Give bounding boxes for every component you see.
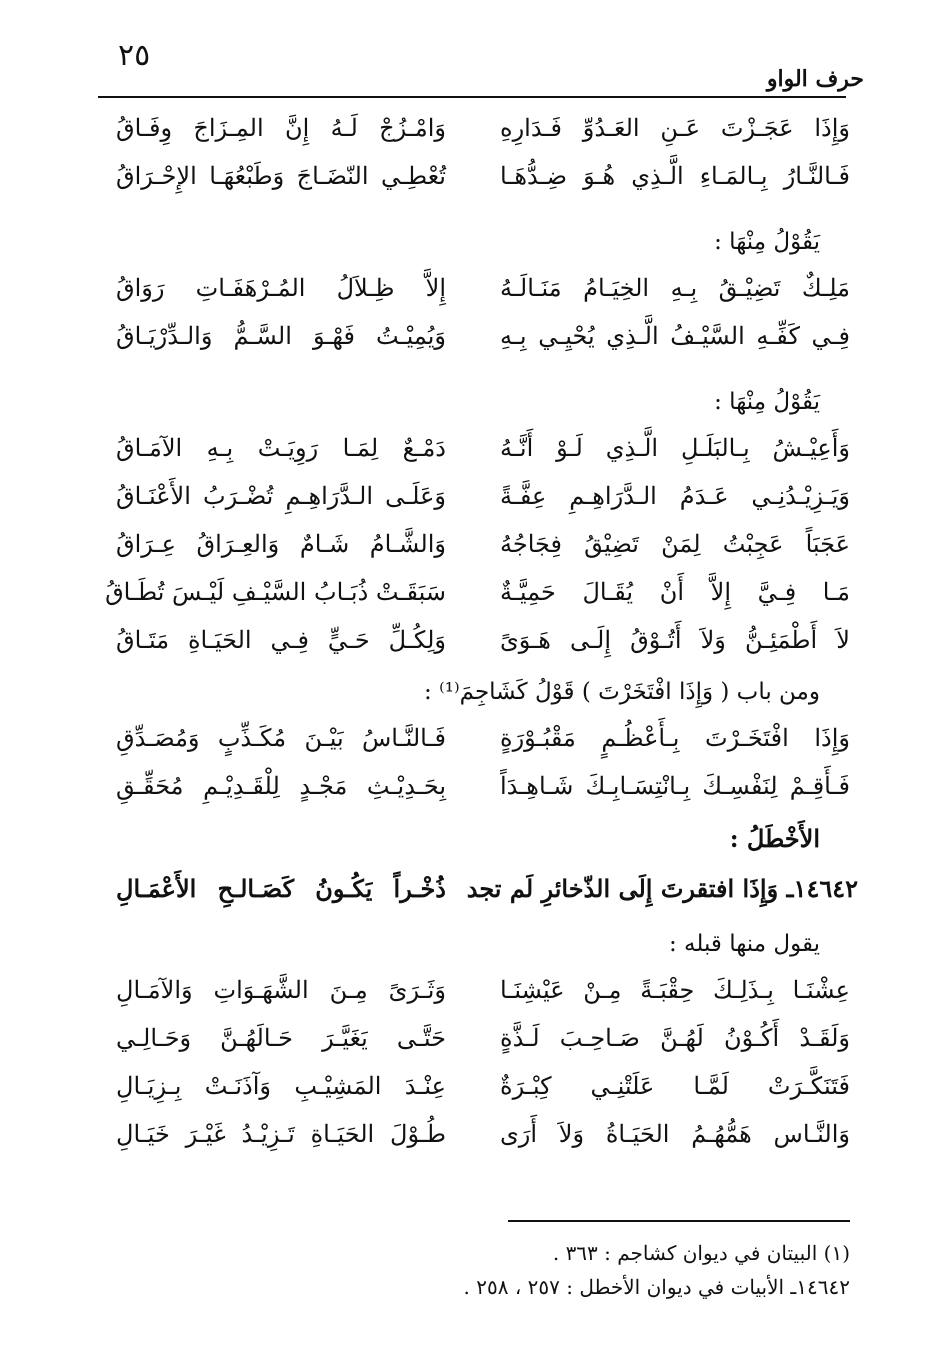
first-hemistich: وَالنَّـاس هَمُّهُـمُ الحَيَـاةُ وَلاَ أَرَى (500, 1120, 850, 1148)
first-hemistich: مَـا فِـيَّ إِلاَّ أَنْ يُقَـالَ حَمِيَّـةٌ (500, 578, 850, 606)
first-hemistich: وَيَـزِيْـدُنِـي عَـدَمُ الـدَّرَاهِـمِ عِفَّـةً (500, 482, 850, 510)
first-hemistich: فَـأَقِـمْ لِنَفْسِـكَ بِـانْتِسَـابِـكَ شَـاهِـدَاً (500, 772, 850, 800)
couplet (98, 312, 858, 360)
second-hemistich: عِنْـدَ المَشِيْـبِ وَآذَنَـتْ بِـزِيَـالِ (116, 1072, 446, 1100)
first-hemistich: فِـي كَفِّـهِ السَّيْـفُ الَّـذِي يُحْيِـي بِـهِ (500, 322, 850, 350)
couplet (98, 616, 858, 664)
couplet (98, 966, 858, 1014)
couplet (98, 472, 858, 520)
couplet (98, 104, 858, 152)
stanza (98, 104, 858, 200)
stanza-intro: ومن باب ( وَإِذَا افْتَخَرْتَ ) قَوْلُ كَشَاجِمَ⁽¹⁾ : (424, 679, 820, 705)
first-hemistich: وَأَعِيْـشُ بِـالبَلَـلِ الَّـذِي لَـوْ أَنَّـهُ (500, 434, 850, 462)
couplet (98, 568, 858, 616)
couplet (98, 264, 858, 312)
second-hemistich: فَـالنَّـاسُ بَيْـنَ مُكَـذِّبٍ وَمُصَـدِّقِ (116, 724, 446, 752)
couplet (98, 1062, 858, 1110)
couplet (98, 714, 858, 762)
stanza (98, 670, 858, 810)
first-hemistich: وَإِذَا افْتَخَـرْتَ بِـأَعْظُـمٍ مَقْبُـوْرَةٍ (500, 724, 850, 752)
couplet (98, 520, 858, 568)
numbered-couplet (98, 864, 858, 912)
second-hemistich: تُعْطِـي النّضَـاجَ وَطَبْعُهَـا الإِحْـرَاقُ (116, 162, 446, 190)
second-hemistich: حَتَّـى يَغَيَّـرَ حَـالَهُـنَّ وَحَـالِـي (116, 1024, 446, 1052)
second-hemistich: وَلِكُـلِّ حَـيٍّ فِـي الحَيَـاةِ مَتَـاقُ (116, 626, 446, 654)
first-hemistich: فَـالنَّـارُ بِـالمَـاءِ الَّـذِي هُـوَ ضِـدُّهَـا (500, 162, 850, 190)
second-hemistich: وَامْـزُجْ لَـهُ إِنَّ المِـزَاجَ وِفَـاقُ (116, 114, 446, 142)
stanza (98, 380, 858, 664)
second-hemistich: إِلاَّ ظِـلاَلُ المُـرْهَفَـاتِ رَوَاقُ (116, 274, 446, 302)
footnotes (290, 1236, 850, 1304)
first-hemistich: لاَ أَطْمَئِـنُّ وَلاَ أَتُـوْقُ إِلَـى هَـوَىً (500, 626, 850, 654)
second-hemistich: وَثَـرَىً مِـنَ الشَّهَـوَاتِ وَالآمَـالِ (116, 976, 446, 1004)
couplet (98, 762, 858, 810)
footnote: ١٤٦٤٢ـ الأبيات في ديوان الأخطل : ٢٥٧ ، ٢٥٨ . (463, 1275, 850, 1299)
first-hemistich: وَلَقَـدْ أَكُـوْنُ لَهُـنَّ صَـاحِـبَ لَـذَّةٍ (500, 1024, 850, 1052)
stanza-intro: يقول منها قبله : (668, 931, 820, 957)
header-rule (98, 96, 846, 98)
footnote: (١) البيتان في ديوان كشاجم : ٣٦٣ . (552, 1241, 850, 1265)
second-hemistich: ذُخْـراً يَكُـونُ كَصَـالـحِ الأَعْمَـالِ (116, 873, 446, 903)
chapter-title: حرف الواو (766, 66, 864, 92)
footnote-rule (508, 1220, 850, 1222)
second-hemistich: وَالشَّـامُ شَـامٌ وَالعِـرَاقُ عِـرَاقُ (116, 530, 446, 558)
first-hemistich: فَتَنَكَّـرَتْ لَمَّـا عَلَتْنِـي كِبْـرَةٌ (500, 1072, 850, 1100)
stanza-intro: يَقُوْلُ مِنْهَا : (714, 229, 820, 255)
second-hemistich: طُـوْلَ الحَيَـاةِ تَـزِيْـدُ غَيْـرَ خَيَـالِ (116, 1120, 446, 1148)
second-hemistich: سَبَقَـتْ ذُبَـابُ السَّيْـفِ لَيْـسَ تُطَـاقُ (105, 578, 446, 606)
second-hemistich: وَعَلَـى الـدَّرَاهِـمِ تُضْـرَبُ الأَعْنَـاقُ (116, 482, 446, 510)
couplet (98, 1110, 858, 1158)
poem-body (98, 104, 858, 1158)
page-number: ٢٥ (118, 38, 151, 73)
second-hemistich: وَيُمِيْـتُ فَهْـوَ السَّـمُّ وَالـدِّرْيَـاقُ (116, 322, 446, 350)
first-hemistich: مَلِـكٌ تَضِيْـقُ بِـهِ الخِيَـامُ مَنَـالَـهُ (500, 274, 850, 302)
first-hemistich: وَإِذَا عَجَـزْتَ عَـنِ العَـدُوِّ فَـدَارِهِ (500, 114, 850, 142)
stanza (98, 220, 858, 360)
poet-heading: الأَخْطَلُ : (729, 824, 820, 853)
stanza-intro: يَقُوْلُ مِنْهَا : (714, 389, 820, 415)
couplet (98, 152, 858, 200)
couplet (98, 1014, 858, 1062)
first-hemistich: ١٤٦٤٢ـ وَإِذَا افتقرتَ إِلَى الذّخائرِ لَم تجد (466, 873, 858, 903)
second-hemistich: بِحَـدِيْـثِ مَجْـدٍ لِلْقَـدِيْـمِ مُحَقِّـقِ (116, 772, 446, 800)
couplet (98, 424, 858, 472)
second-hemistich: دَمْـعٌ لِمَـا رَوِيَـتْ بِـهِ الآمَـاقُ (116, 434, 446, 462)
first-hemistich: عَجَبَاً عَجِبْتُ لِمَنْ تَضِيْقُ فِجَاجُهُ (500, 530, 850, 558)
first-hemistich: عِشْنَـا بِـذَلِـكَ حِقْبَـةً مِـنْ عَيْشِنَـا (500, 976, 850, 1004)
